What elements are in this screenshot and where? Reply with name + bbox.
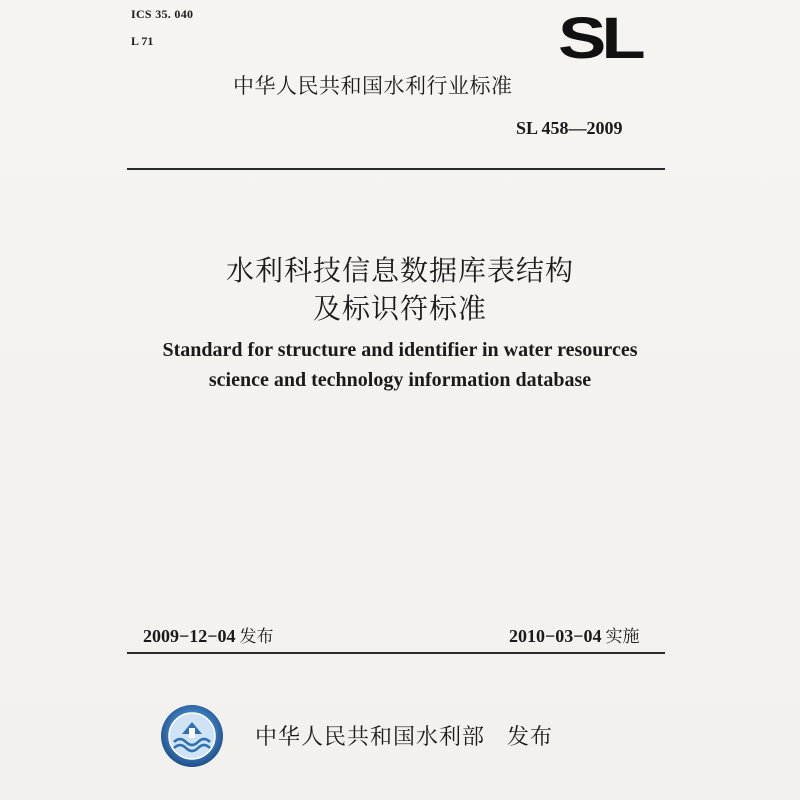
implementation-date [509, 622, 640, 647]
standard-category: 中华人民共和国水利行业标准 [233, 74, 513, 98]
standard-number: SL 458—2009 [516, 118, 623, 138]
issue-date-label: 发布 [239, 627, 274, 647]
classification-code: L 71 [131, 34, 154, 48]
implementation-date-value: 2010−03−04 [509, 626, 602, 646]
title-cn-line1: 水利科技信息数据库表结构 [225, 254, 574, 287]
ics-code: ICS 35. 040 [131, 7, 194, 21]
implementation-date-label: 实施 [605, 627, 640, 647]
issue-date [143, 622, 274, 647]
title-cn-line2: 及标识符标准 [312, 292, 487, 325]
issuing-authority [255, 720, 553, 751]
top-divider [127, 168, 665, 170]
issuer-name: 中华人民共和国水利部 [255, 725, 486, 750]
issuer-action: 发布 [507, 725, 554, 750]
bottom-divider [127, 652, 665, 654]
issue-date-value: 2009−12−04 [143, 626, 236, 646]
sl-logo: SL [558, 6, 641, 71]
title-en-line2: science and technology information database [208, 369, 592, 391]
title-en-line1: Standard for structure and identifier in water resources [162, 339, 638, 361]
ministry-emblem-icon [160, 704, 224, 768]
